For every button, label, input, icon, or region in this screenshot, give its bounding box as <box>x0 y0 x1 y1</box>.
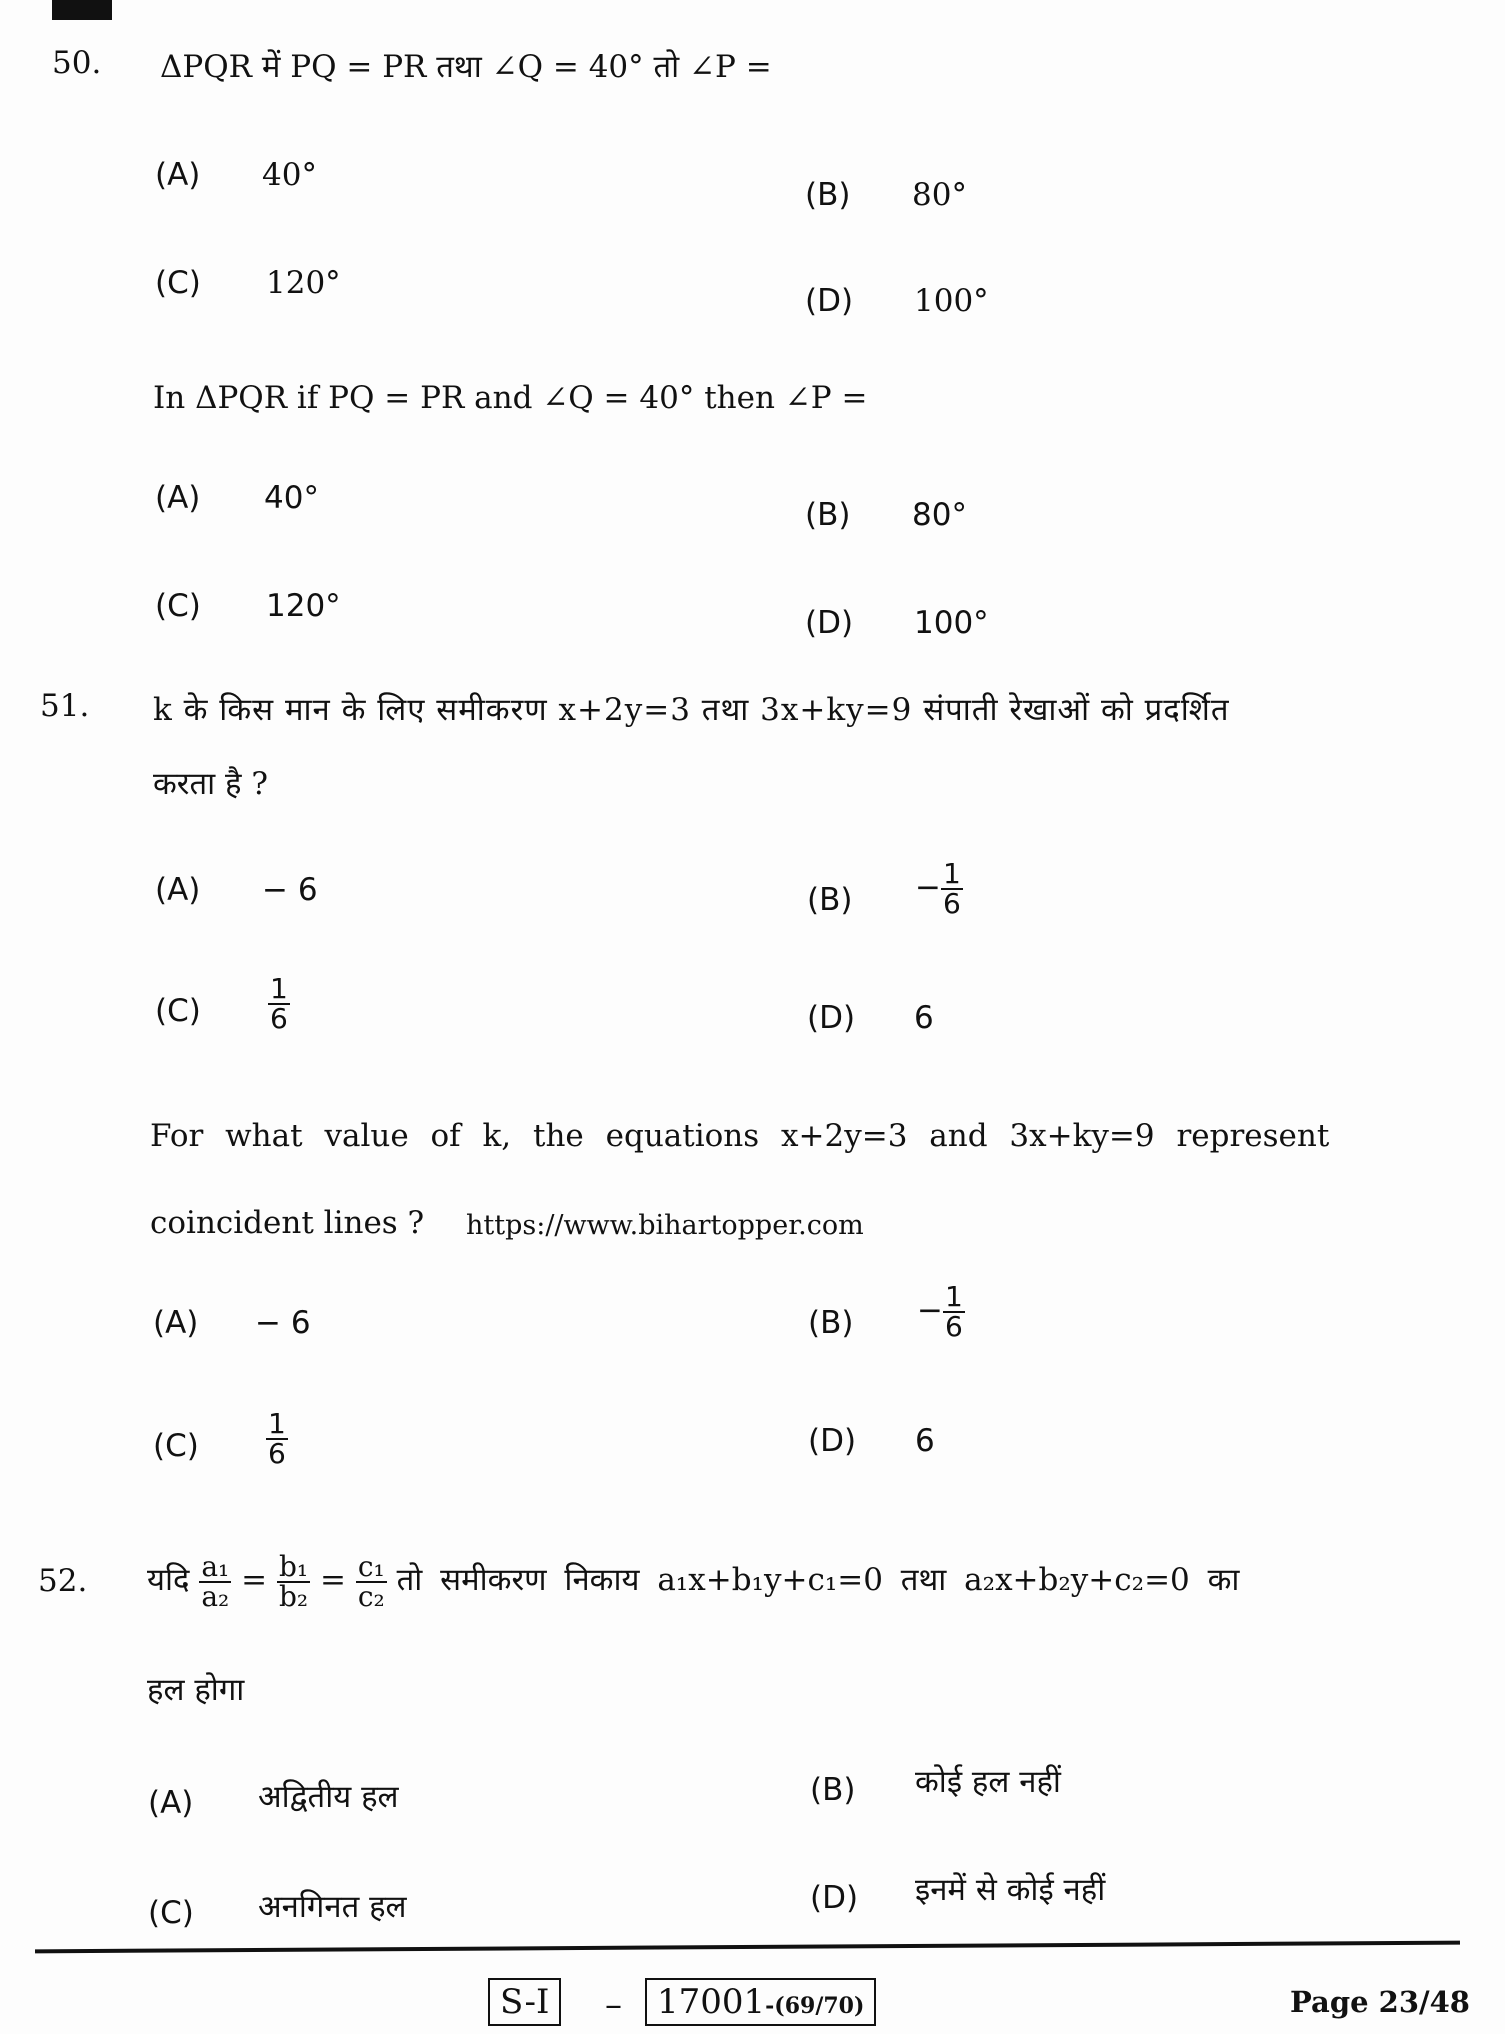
option-value: − 6 <box>262 872 318 908</box>
option-value: 6 <box>915 1423 935 1459</box>
option-value: 6 <box>914 1000 934 1036</box>
option-label: (D) <box>808 1423 857 1459</box>
numerator: 1 <box>944 1280 963 1313</box>
q50-hindi: ΔPQR में PQ = PR तथा ∠Q = 40° तो ∠P = <box>160 49 772 85</box>
numerator: c₁ <box>357 1549 385 1583</box>
corner-mark <box>52 0 112 20</box>
denominator: b₂ <box>278 1579 309 1613</box>
fraction <box>277 1549 310 1613</box>
fraction <box>268 972 290 1035</box>
option-label: (D) <box>807 1000 856 1036</box>
fraction <box>199 1549 231 1613</box>
option-label: (A) <box>155 872 201 908</box>
option-label: (C) <box>155 265 201 301</box>
option-label: (A) <box>153 1305 199 1341</box>
option-label: (C) <box>153 1428 199 1464</box>
option-label: (B) <box>807 882 853 918</box>
q51-hindi-2: करता है ? <box>153 766 268 802</box>
option-value: 80° <box>912 177 967 213</box>
equals: = <box>319 1562 346 1598</box>
minus-sign: − <box>917 1292 943 1329</box>
denominator: 6 <box>270 1002 288 1035</box>
q52-number: 52. <box>38 1563 88 1599</box>
q51-number: 51. <box>40 688 90 724</box>
numerator: a₁ <box>201 1549 230 1583</box>
option-value: 120° <box>266 265 341 301</box>
denominator: a₂ <box>201 1579 230 1613</box>
fraction <box>941 857 963 920</box>
footer-dash: – <box>605 1985 622 2025</box>
option-value: अनगिनत हल <box>258 1889 407 1925</box>
footer-rule <box>35 1941 1460 1954</box>
option-value: 40° <box>262 157 317 193</box>
code-box <box>645 1978 876 2026</box>
option-label: (D) <box>810 1880 859 1916</box>
equals: = <box>241 1562 268 1598</box>
option-label: (B) <box>805 177 851 213</box>
page-number: Page 23/48 <box>1290 1985 1470 2019</box>
option-label: (A) <box>155 480 201 516</box>
fraction <box>266 1407 288 1470</box>
q51-hindi-1: k के किस मान के लिए समीकरण x+2y=3 तथा 3x+ky=9 संपाती रेखाओं को प्रदर्शित <box>153 692 1230 728</box>
series-box: S-I <box>488 1978 561 2026</box>
numerator: 1 <box>942 857 961 890</box>
denominator: 6 <box>944 1310 963 1343</box>
q50-number: 50. <box>52 45 102 81</box>
option-value: − 6 <box>255 1305 311 1341</box>
option-value: 100° <box>914 283 989 319</box>
fraction <box>943 1280 965 1343</box>
option-label: (A) <box>155 157 201 193</box>
option-label: (C) <box>155 588 201 624</box>
fraction <box>356 1549 387 1613</box>
option-value: 120° <box>266 588 341 624</box>
q52-text: तो समीकरण निकाय a₁x+b₁y+c₁=0 तथा a₂x+b₂y+c₂=0 का <box>396 1562 1240 1598</box>
option-value: 40° <box>264 480 319 516</box>
option-value: अद्वितीय हल <box>258 1779 399 1815</box>
minus-sign: − <box>915 869 941 906</box>
q52-prefix: यदि <box>147 1562 190 1598</box>
option-value: इनमें से कोई नहीं <box>915 1872 1106 1908</box>
option-label: (A) <box>148 1785 194 1821</box>
option-value: कोई हल नहीं <box>915 1764 1061 1800</box>
numerator: b₁ <box>278 1549 309 1583</box>
option-label: (C) <box>148 1895 194 1931</box>
option-value: 80° <box>912 497 967 533</box>
numerator: 1 <box>268 1407 286 1440</box>
option-label: (B) <box>805 497 851 533</box>
code-suffix: -(69/70) <box>765 1993 865 2019</box>
q51-english-2: coincident lines ? <box>150 1205 425 1241</box>
denominator: 6 <box>942 887 961 920</box>
option-value: 100° <box>914 605 989 641</box>
denominator: 6 <box>268 1437 286 1470</box>
watermark-link[interactable]: https://www.bihartopper.com <box>466 1210 864 1241</box>
option-label: (B) <box>808 1305 854 1341</box>
option-label: (C) <box>155 993 201 1029</box>
numerator: 1 <box>270 972 288 1005</box>
denominator: c₂ <box>357 1579 385 1613</box>
option-label: (B) <box>810 1772 856 1808</box>
q51-english-1: For what value of k, the equations x+2y=3 and 3x+ky=9 represent <box>150 1118 1330 1154</box>
option-label: (D) <box>805 605 854 641</box>
option-label: (D) <box>805 283 854 319</box>
q50-english: In ΔPQR if PQ = PR and ∠Q = 40° then ∠P = <box>153 380 868 416</box>
code: 17001 <box>657 1982 766 2022</box>
q52-line2: हल होगा <box>147 1672 245 1708</box>
